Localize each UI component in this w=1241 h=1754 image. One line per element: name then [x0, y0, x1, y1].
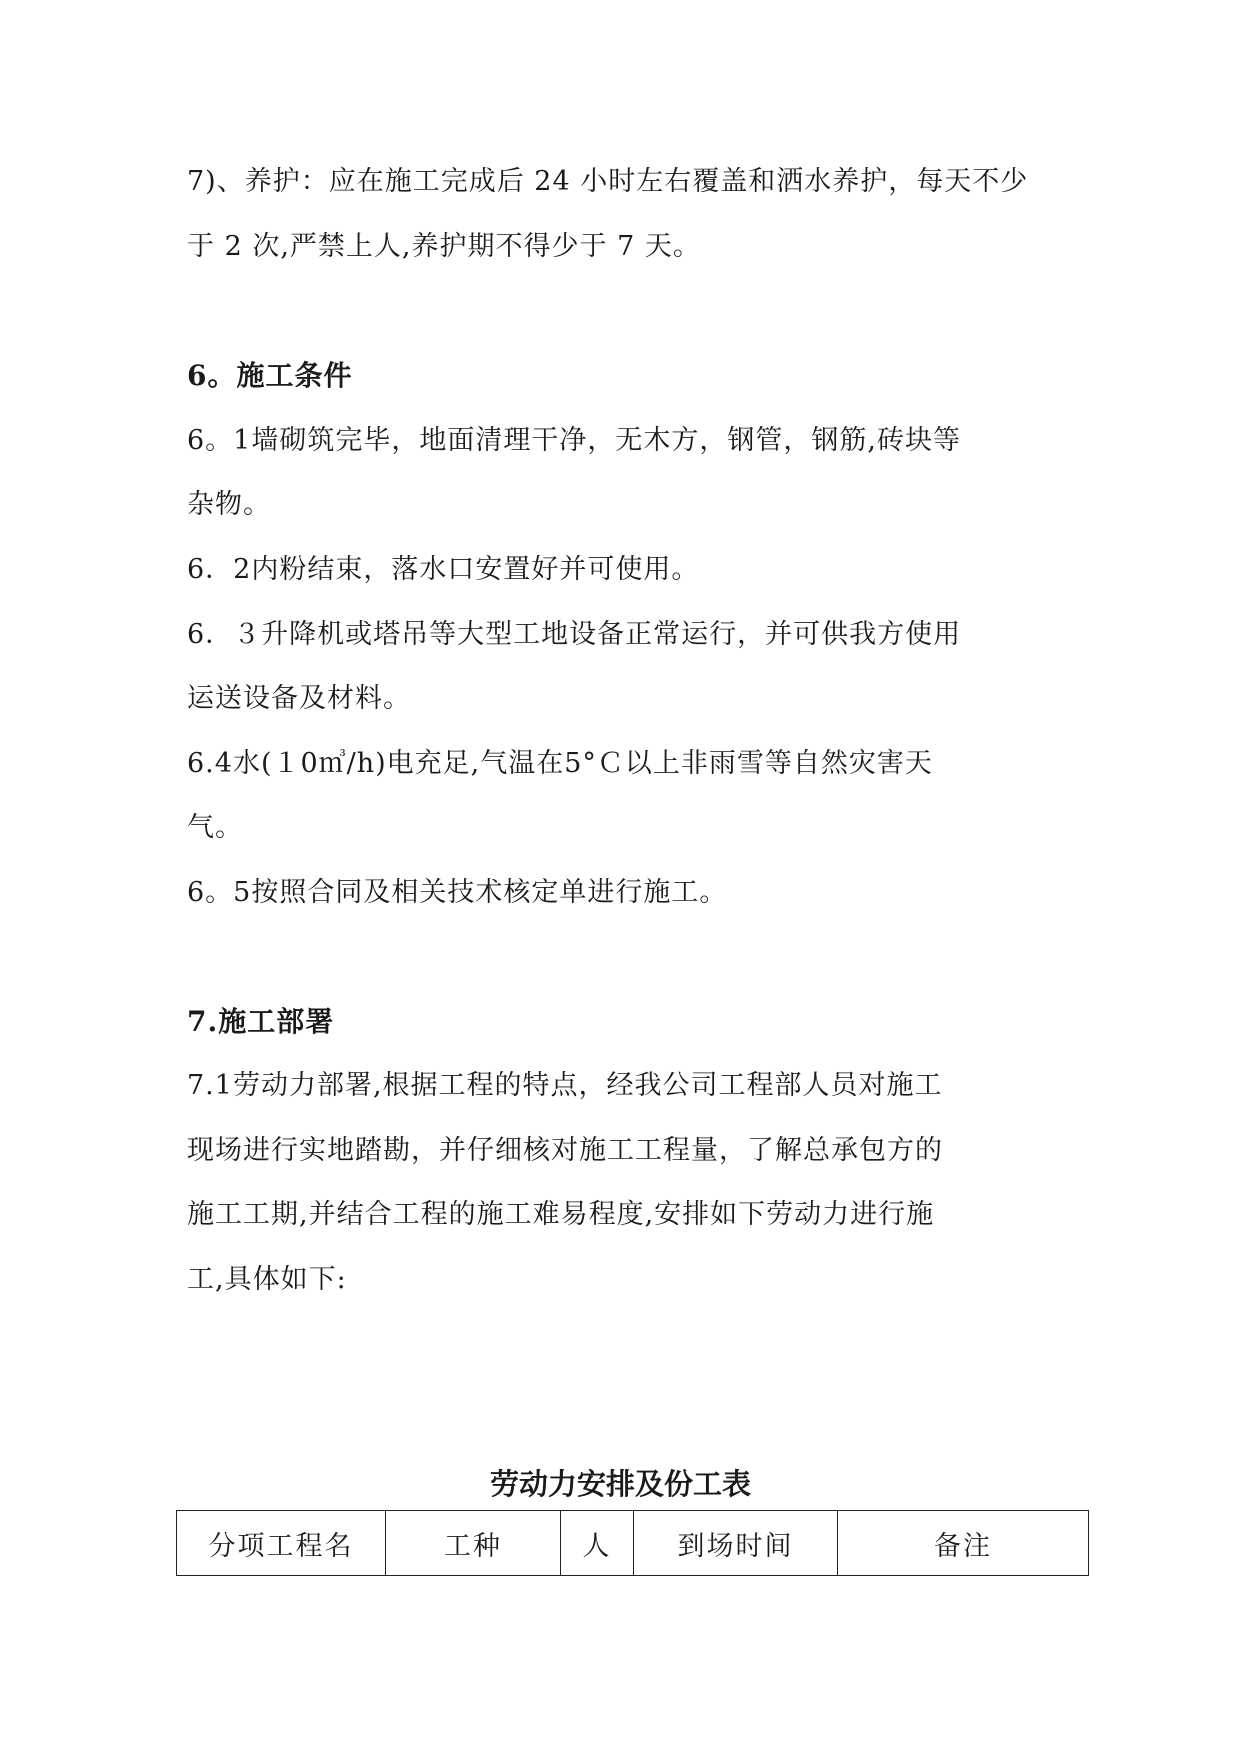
paragraph-line: 7)、养护：应在施工完成后 24 小时左右覆盖和洒水养护，每天不少 [187, 166, 1029, 197]
section-6-line: 6．2内粉结束，落水口安置好并可使用。 [187, 554, 700, 585]
table-header-cell: 备注 [838, 1511, 1089, 1576]
table-title: 劳动力安排及份工表 [489, 1467, 751, 1501]
section-6-line: 6.4水(１0㎥/h)电充足,气温在5°Ｃ以上非雨雪等自然灾害天 [187, 748, 933, 779]
table-header-cell: 人 [561, 1511, 634, 1576]
table-header-row [177, 1511, 1089, 1576]
section-6-line: 6。1墙砌筑完毕，地面清理干净，无木方，钢管，钢筋,砖块等 [187, 425, 961, 456]
table-header-cell: 到场时间 [634, 1511, 838, 1576]
paragraph-line: 于 2 次,严禁上人,养护期不得少于 7 天。 [187, 231, 701, 262]
section-7-line: 施工工期,并结合工程的施工难易程度,安排如下劳动力进行施 [187, 1199, 935, 1230]
section-6-heading: 6。施工条件 [187, 359, 353, 392]
section-6-line: 6。5按照合同及相关技术核定单进行施工。 [187, 877, 728, 908]
section-7-line: 7.1劳动力部署,根据工程的特点，经我公司工程部人员对施工 [187, 1070, 943, 1101]
section-7-heading: 7.施工部署 [187, 1005, 335, 1038]
table-header-cell: 工种 [386, 1511, 561, 1576]
section-6-line: 气。 [187, 812, 243, 843]
table-header-cell: 分项工程名 [177, 1511, 386, 1576]
section-6-line: 杂物。 [187, 489, 271, 520]
section-7-line: 工,具体如下: [187, 1264, 347, 1295]
section-6-line: 6．３升降机或塔吊等大型工地设备正常运行，并可供我方使用 [187, 619, 962, 650]
section-7-line: 现场进行实地踏勘，并仔细核对施工工程量，了解总承包方的 [187, 1135, 943, 1166]
labor-table [176, 1510, 1089, 1576]
section-6-line: 运送设备及材料。 [187, 683, 411, 714]
